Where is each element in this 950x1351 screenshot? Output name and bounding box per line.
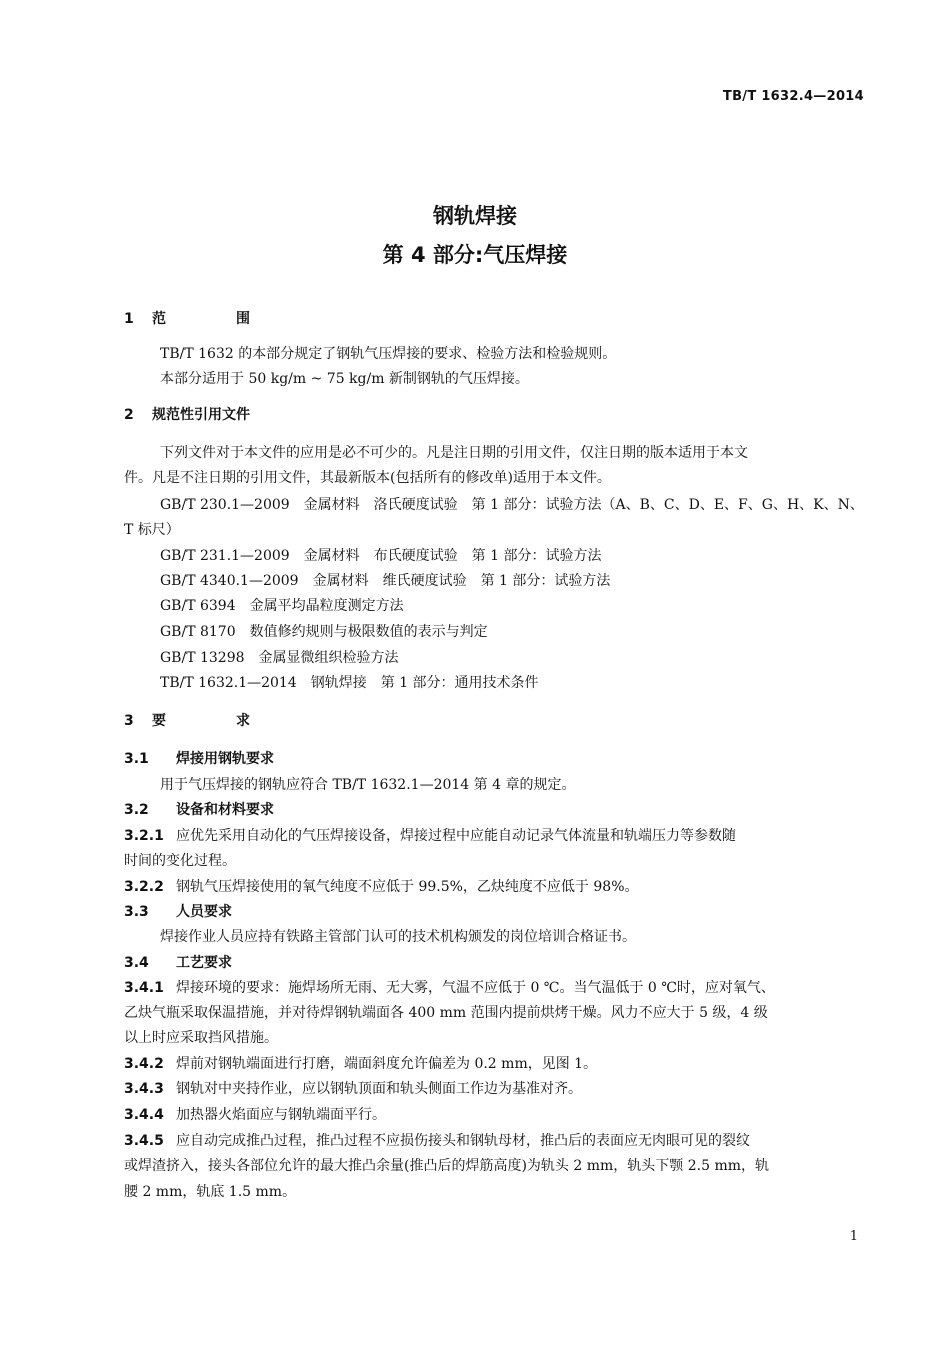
section-title: 规范性引用文件 bbox=[152, 407, 250, 423]
paragraph-line: 下列文件对于本文件的应用是必不可少的。凡是注日期的引用文件，仅注日期的版本适用于本文 bbox=[160, 445, 748, 461]
clause-number: 3.4.5 bbox=[124, 1133, 164, 1149]
page-number: 1 bbox=[849, 1229, 858, 1244]
subsection-3-2-heading bbox=[124, 799, 274, 819]
subsection-title: 工艺要求 bbox=[176, 955, 232, 971]
paragraph: 焊接作业人员应持有铁路主管部门认可的技术机构颁发的岗位培训合格证书。 bbox=[160, 929, 636, 945]
clause-3-4-4 bbox=[124, 1104, 386, 1124]
section-1-heading bbox=[124, 308, 278, 328]
subsection-title: 设备和材料要求 bbox=[176, 802, 274, 818]
section-number: 1 bbox=[124, 311, 134, 327]
subsection-number: 3.1 bbox=[124, 751, 149, 767]
paragraph-line: 时间的变化过程。 bbox=[124, 853, 236, 869]
section-number: 2 bbox=[124, 407, 134, 423]
clause-3-2-1 bbox=[124, 825, 736, 845]
clause-number: 3.2.2 bbox=[124, 879, 164, 895]
clause-number: 3.4.3 bbox=[124, 1081, 164, 1097]
reference-item-continuation: T 标尺） bbox=[124, 522, 180, 538]
clause-number: 3.2.1 bbox=[124, 828, 164, 844]
section-3-heading bbox=[124, 710, 278, 730]
paragraph-line: 乙炔气瓶采取保温措施，并对待焊钢轨端面各 400 mm 范围内提前烘烤干燥。风力不应大于 5 级，4 级 bbox=[124, 1005, 768, 1021]
paragraph-line: 以上时应采取挡风措施。 bbox=[124, 1030, 278, 1046]
reference-item: GB/T 230.1—2009 金属材料 洛氏硬度试验 第 1 部分：试验方法（A、B、C、D、E、F、G、H、K、N、 bbox=[160, 497, 864, 513]
clause-3-4-2 bbox=[124, 1053, 597, 1073]
clause-number: 3.4.2 bbox=[124, 1056, 164, 1072]
paragraph-line: 腰 2 mm，轨底 1.5 mm。 bbox=[124, 1184, 297, 1200]
reference-item: GB/T 231.1—2009 金属材料 布氏硬度试验 第 1 部分：试验方法 bbox=[160, 548, 602, 564]
paragraph-line: 件。凡是不注日期的引用文件，其最新版本(包括所有的修改单)适用于本文件。 bbox=[124, 470, 611, 486]
clause-number: 3.4.1 bbox=[124, 980, 164, 996]
paragraph: 用于气压焊接的钢轨应符合 TB/T 1632.1—2014 第 4 章的规定。 bbox=[160, 777, 576, 793]
clause-text: 加热器火焰面应与钢轨端面平行。 bbox=[176, 1107, 386, 1123]
subsection-3-1-heading bbox=[124, 748, 274, 768]
clause-text: 应优先采用自动化的气压焊接设备，焊接过程中应能自动记录气体流量和轨端压力等参数随 bbox=[176, 828, 736, 844]
clause-3-2-2 bbox=[124, 876, 639, 896]
subsection-title: 人员要求 bbox=[176, 904, 232, 920]
subsection-number: 3.2 bbox=[124, 802, 149, 818]
clause-3-4-5 bbox=[124, 1130, 750, 1150]
clause-number: 3.4.4 bbox=[124, 1107, 164, 1123]
section-2-heading bbox=[124, 404, 250, 424]
paragraph: TB/T 1632 的本部分规定了钢轨气压焊接的要求、检验方法和检验规则。 bbox=[160, 346, 617, 362]
reference-item: GB/T 13298 金属显微组织检验方法 bbox=[160, 650, 399, 666]
paragraph-line: 或焊渣挤入，接头各部位允许的最大推凸余量(推凸后的焊筋高度)为轨头 2 mm，轨头下颚 2.5 mm，轨 bbox=[124, 1158, 769, 1174]
subsection-3-3-heading bbox=[124, 901, 232, 921]
clause-text: 应自动完成推凸过程，推凸过程不应损伤接头和钢轨母材，推凸后的表面应无肉眼可见的裂纹 bbox=[176, 1133, 750, 1149]
subsection-title: 焊接用钢轨要求 bbox=[176, 751, 274, 767]
section-title: 要 求 bbox=[152, 713, 278, 729]
subsection-number: 3.4 bbox=[124, 955, 149, 971]
subsection-3-4-heading bbox=[124, 952, 232, 972]
reference-item: TB/T 1632.1—2014 钢轨焊接 第 1 部分：通用技术条件 bbox=[160, 675, 539, 691]
clause-3-4-3 bbox=[124, 1078, 582, 1098]
clause-text: 焊接环境的要求：施焊场所无雨、无大雾，气温不应低于 0 ℃。当气温低于 0 ℃时，应对氧气、 bbox=[176, 980, 775, 996]
clause-3-4-1 bbox=[124, 977, 775, 997]
section-number: 3 bbox=[124, 713, 134, 729]
subsection-number: 3.3 bbox=[124, 904, 149, 920]
clause-text: 焊前对钢轨端面进行打磨，端面斜度允许偏差为 0.2 mm，见图 1。 bbox=[176, 1056, 598, 1072]
reference-item: GB/T 8170 数值修约规则与极限数值的表示与判定 bbox=[160, 624, 488, 640]
reference-item: GB/T 4340.1—2009 金属材料 维氏硬度试验 第 1 部分：试验方法 bbox=[160, 573, 611, 589]
clause-text: 钢轨对中夹持作业，应以钢轨顶面和轨头侧面工作边为基准对齐。 bbox=[176, 1081, 582, 1097]
doc-subtitle: 第 4 部分:气压焊接 bbox=[382, 243, 568, 267]
section-title: 范 围 bbox=[152, 311, 278, 327]
reference-item: GB/T 6394 金属平均晶粒度测定方法 bbox=[160, 598, 404, 614]
paragraph: 本部分适用于 50 kg/m ~ 75 kg/m 新制钢轨的气压焊接。 bbox=[160, 371, 529, 387]
doc-title: 钢轨焊接 bbox=[433, 204, 517, 228]
clause-text: 钢轨气压焊接使用的氧气纯度不应低于 99.5%，乙炔纯度不应低于 98%。 bbox=[176, 879, 639, 895]
standard-code: TB/T 1632.4—2014 bbox=[722, 89, 864, 104]
